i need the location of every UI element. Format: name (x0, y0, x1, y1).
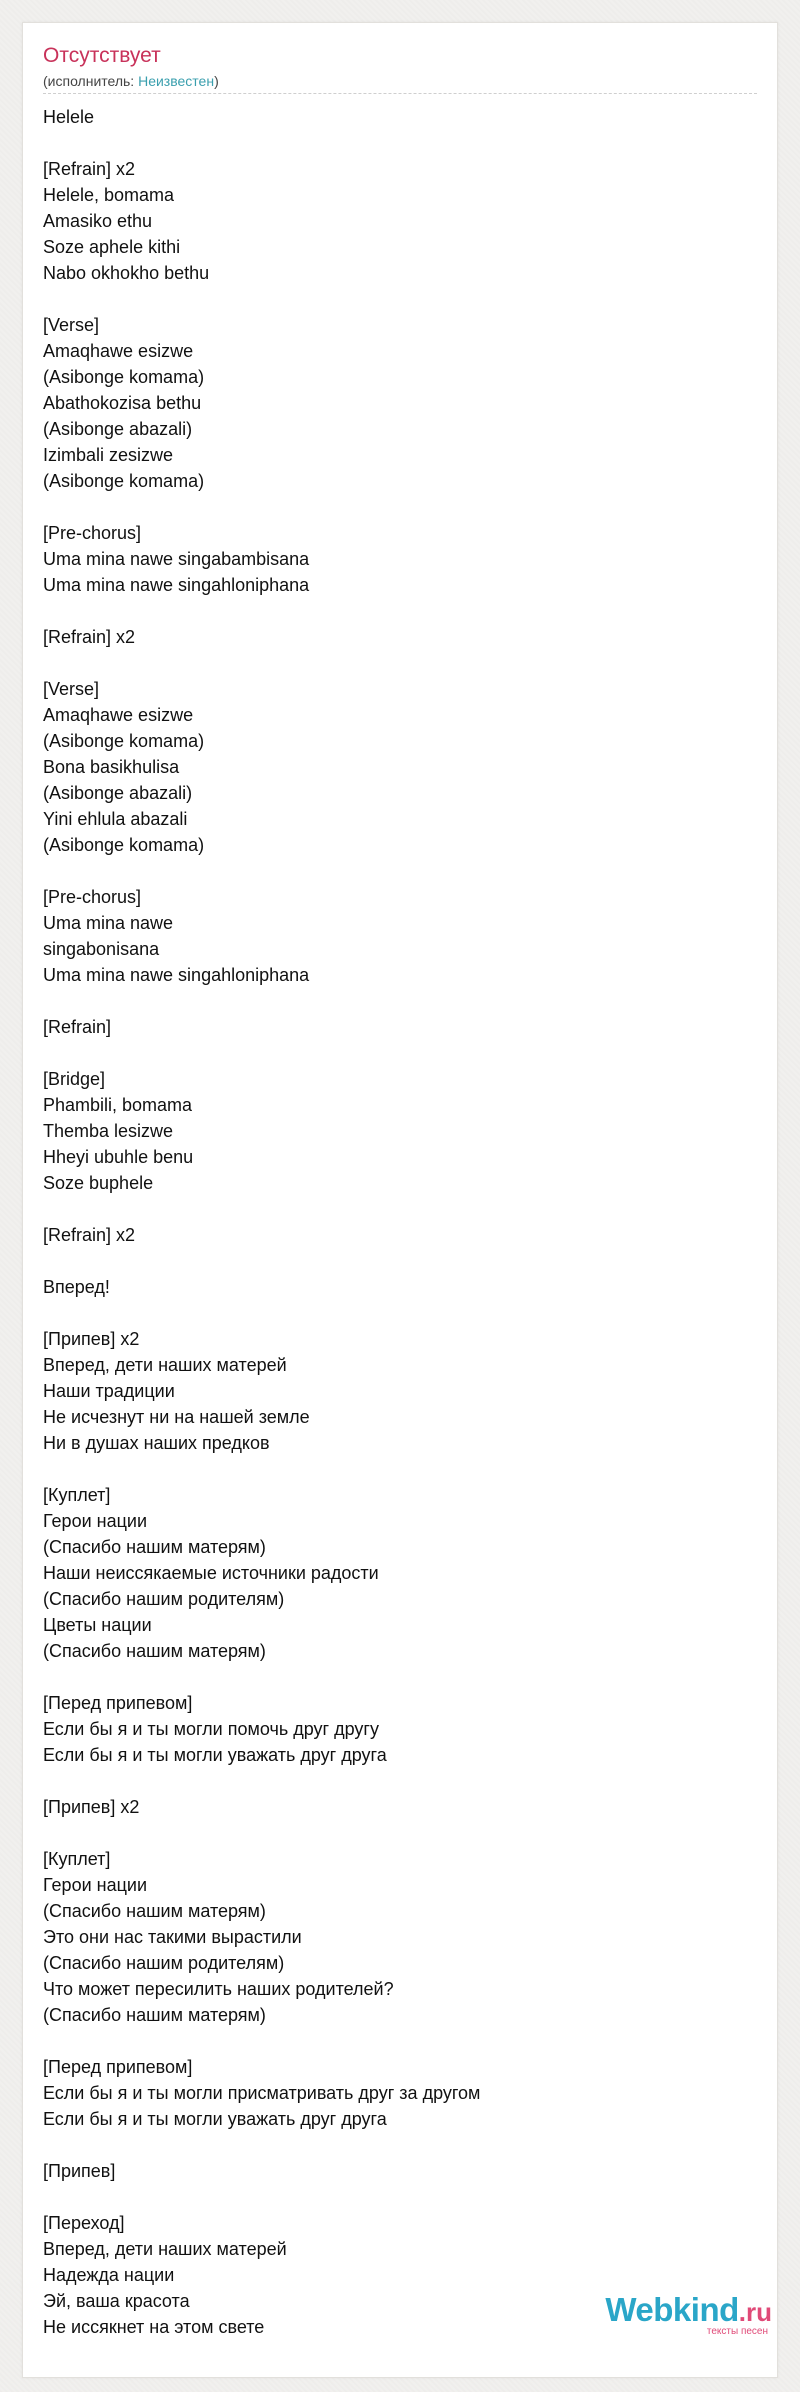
lyric-line: (Asibonge komama) (43, 835, 205, 855)
artist-suffix: ) (214, 73, 219, 89)
lyric-line: [Refrain] x2 (43, 159, 136, 179)
lyric-line: Amasiko ethu (43, 211, 153, 231)
lyric-line: Вперед, дети наших матерей (43, 1355, 287, 1375)
lyric-line: Не исчезнут ни на нашей земле (43, 1407, 310, 1427)
lyric-line: Izimbali zesizwe (43, 445, 174, 465)
lyric-blank-line (43, 2028, 743, 2054)
lyric-line: [Verse] (43, 679, 100, 699)
lyric-line: Надежда нации (43, 2265, 175, 2285)
lyric-line: [Verse] (43, 315, 100, 335)
lyric-blank-line (43, 494, 743, 520)
lyric-line: Герои нации (43, 1875, 148, 1895)
lyric-line: [Переход] (43, 2213, 125, 2233)
lyric-line: (Спасибо нашим родителям) (43, 1953, 285, 1973)
lyric-line: Uma mina nawe (43, 913, 174, 933)
lyric-line: Soze aphele kithi (43, 237, 181, 257)
lyric-line: Soze buphele (43, 1173, 154, 1193)
lyric-line: Themba lesizwe (43, 1121, 174, 1141)
lyric-blank-line (43, 130, 743, 156)
lyric-line: (Asibonge abazali) (43, 419, 193, 439)
lyric-line: [Перед припевом] (43, 2057, 193, 2077)
lyric-line: Если бы я и ты могли присматривать друг за другом (43, 2083, 481, 2103)
artist-line (43, 72, 219, 90)
lyric-line: Если бы я и ты могли уважать друг друга (43, 2109, 387, 2129)
artist-prefix: (исполнитель: (43, 73, 139, 89)
lyric-line: [Припев] x2 (43, 1329, 140, 1349)
lyric-line: (Спасибо нашим родителям) (43, 1589, 285, 1609)
artist-link[interactable]: Неизвестен (138, 73, 215, 89)
brand-wordmark (605, 2292, 772, 2328)
lyric-line: [Refrain] (43, 1017, 112, 1037)
lyric-line: Это они нас такими вырастили (43, 1927, 302, 1947)
lyric-blank-line (43, 1040, 743, 1066)
lyric-line: [Куплет] (43, 1849, 111, 1869)
lyric-line: (Спасибо нашим матерям) (43, 2005, 266, 2025)
lyric-line: [Bridge] (43, 1069, 106, 1089)
lyric-line: (Спасибо нашим матерям) (43, 1537, 266, 1557)
lyric-line: [Куплет] (43, 1485, 111, 1505)
lyric-line: [Перед припевом] (43, 1693, 193, 1713)
lyric-line: Yini ehlula abazali (43, 809, 188, 829)
lyric-line: Если бы я и ты могли уважать друг друга (43, 1745, 387, 1765)
lyric-blank-line (43, 858, 743, 884)
lyric-line: Nabo okhokho bethu (43, 263, 210, 283)
lyric-line: singabonisana (43, 939, 160, 959)
brand-tld: .ru (738, 2297, 772, 2327)
lyric-line: Amaqhawe esizwe (43, 341, 194, 361)
lyric-blank-line (43, 650, 743, 676)
lyric-line: Что может пересилить наших родителей? (43, 1979, 394, 1999)
lyric-line: [Pre-chorus] (43, 887, 142, 907)
song-title: Отсутствует (43, 44, 161, 67)
lyric-line: Если бы я и ты могли помочь друг другу (43, 1719, 379, 1739)
lyric-line: (Спасибо нашим матерям) (43, 1901, 266, 1921)
lyric-blank-line (43, 1820, 743, 1846)
lyric-blank-line (43, 2132, 743, 2158)
lyric-line: Phambili, bomama (43, 1095, 193, 1115)
lyric-line: Amaqhawe esizwe (43, 705, 194, 725)
lyric-line: Эй, ваша красота (43, 2291, 190, 2311)
lyric-line: Герои нации (43, 1511, 148, 1531)
lyric-line: Наши неиссякаемые источники радости (43, 1563, 379, 1583)
lyric-line: (Asibonge komama) (43, 471, 205, 491)
lyrics-text (43, 104, 743, 2340)
lyric-line: Вперед! (43, 1277, 110, 1297)
header-divider (43, 93, 757, 94)
lyric-blank-line (43, 1664, 743, 1690)
lyric-line: Bona basikhulisa (43, 757, 180, 777)
lyric-blank-line (43, 1248, 743, 1274)
lyric-line: Наши традиции (43, 1381, 175, 1401)
lyric-blank-line (43, 2184, 743, 2210)
lyric-blank-line (43, 988, 743, 1014)
lyric-line: Helele (43, 107, 95, 127)
lyric-line: Вперед, дети наших матерей (43, 2239, 287, 2259)
lyric-line: [Припев] (43, 2161, 116, 2181)
lyric-line: (Спасибо нашим матерям) (43, 1641, 266, 1661)
lyric-line: [Припев] x2 (43, 1797, 140, 1817)
lyric-blank-line (43, 1768, 743, 1794)
lyric-blank-line (43, 1300, 743, 1326)
lyric-blank-line (43, 598, 743, 624)
lyric-line: Uma mina nawe singahloniphana (43, 575, 310, 595)
lyric-blank-line (43, 286, 743, 312)
lyric-line: Helele, bomama (43, 185, 175, 205)
lyric-line: Hheyi ubuhle benu (43, 1147, 194, 1167)
lyric-line: [Refrain] x2 (43, 1225, 136, 1245)
site-logo[interactable] (605, 2292, 772, 2338)
lyric-line: Uma mina nawe singabambisana (43, 549, 310, 569)
lyric-blank-line (43, 1196, 743, 1222)
lyric-line: (Asibonge abazali) (43, 783, 193, 803)
lyric-line: Uma mina nawe singahloniphana (43, 965, 310, 985)
lyric-line: [Pre-chorus] (43, 523, 142, 543)
lyrics-card (22, 22, 778, 2378)
lyric-line: Abathokozisa bethu (43, 393, 202, 413)
lyric-line: [Refrain] x2 (43, 627, 136, 647)
lyric-line: Не иссякнет на этом свете (43, 2317, 265, 2337)
lyric-line: (Asibonge komama) (43, 367, 205, 387)
lyric-line: Ни в душах наших предков (43, 1433, 270, 1453)
brand-name: Webkind (605, 2291, 739, 2328)
brand-tagline: тексты песен (706, 2326, 768, 2337)
lyric-blank-line (43, 1456, 743, 1482)
lyric-line: (Asibonge komama) (43, 731, 205, 751)
lyric-line: Цветы нации (43, 1615, 152, 1635)
